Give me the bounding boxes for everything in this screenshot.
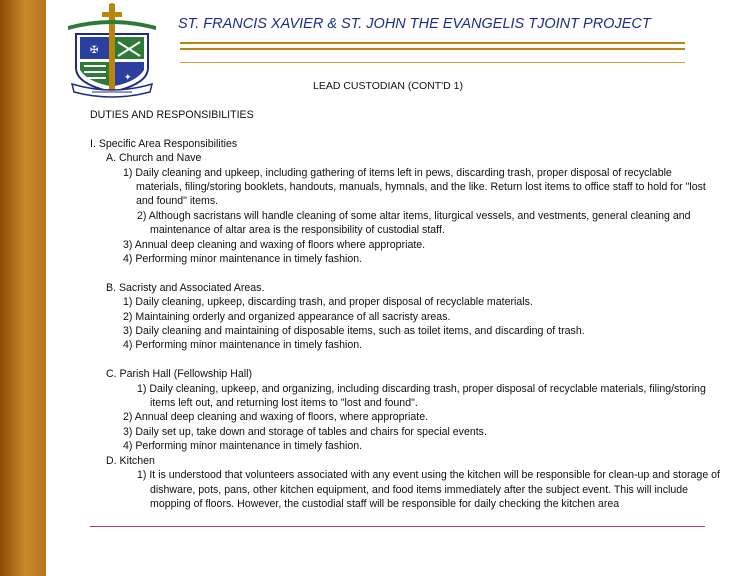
list-item: 3) Daily set up, take down and storage of tables and chairs for special events. xyxy=(123,425,487,438)
svg-text:✠: ✠ xyxy=(90,45,99,56)
title-rule-middle xyxy=(180,48,685,50)
list-item: 2) Although sacristans will handle cleaning of some altar items, liturgical vessels, and vestments, general cleaning and maintenance of altar area is the responsibility of custodial staff. xyxy=(137,209,691,237)
list-item: 3) Annual deep cleaning and waxing of floors where appropriate. xyxy=(123,238,426,251)
title-rule-top xyxy=(180,42,685,44)
list-item: 1) Daily cleaning, upkeep, and organizing, including discarding trash, proper disposal of recyclable materials, filing/storing items left out, and returning lost items to "lost and found". xyxy=(137,382,706,410)
bottom-rule xyxy=(90,526,705,527)
list-item: 2) Annual deep cleaning and waxing of floors, where appropriate. xyxy=(123,411,429,424)
list-item: 1) Daily cleaning and upkeep, including gathering of items left in pews, discarding trash, proper disposal of recyclable materials, filing/storing booklets, handouts, manuals, hymnals, and the like. Return lost items to office staff to hold for "lost and found" items. xyxy=(123,166,706,208)
list-item: 4) Performing minor maintenance in timely fashion. xyxy=(123,440,363,453)
list-item: 4) Performing minor maintenance in timely fashion. xyxy=(123,339,363,352)
spacer xyxy=(90,266,720,280)
page-subtitle: LEAD CUSTODIAN (CONT'D 1) xyxy=(313,80,463,92)
duties-heading: DUTIES AND RESPONSIBILITIES xyxy=(90,109,254,121)
page-title: ST. FRANCIS XAVIER & ST. JOHN THE EVANGELIS TJOINT PROJECT xyxy=(178,16,651,32)
list-item: 1) Daily cleaning, upkeep, discarding trash, and proper disposal of recyclable materials. xyxy=(123,296,533,309)
list-item: 4) Performing minor maintenance in timely fashion. xyxy=(123,253,363,266)
left-sidebar-bar xyxy=(0,0,46,576)
list-item: 1) It is understood that volunteers associated with any event using the kitchen will be responsible for clean-up and storage of dishware, pots, pans, other kitchen equipment, and food items immediately after the subject event. This will include mopping of floors. However, the custodial staff will be responsible for daily checking the kitchen area xyxy=(137,469,720,510)
area-heading: B. Sacristy and Associated Areas. xyxy=(106,281,265,294)
list-item: 3) Daily cleaning and maintaining of disposable items, such as toilet items, and discarding of trash. xyxy=(123,325,585,338)
list-item: 2) Maintaining orderly and organized appearance of all sacristy areas. xyxy=(123,310,451,323)
area-heading: C. Parish Hall (Fellowship Hall) xyxy=(106,368,252,381)
coat-of-arms-logo xyxy=(62,0,162,100)
svg-text:✦: ✦ xyxy=(124,73,132,83)
section-heading: I. Specific Area Responsibilities xyxy=(90,137,238,150)
document-body xyxy=(90,108,720,511)
area-heading: D. Kitchen xyxy=(106,454,155,467)
area-heading: A. Church and Nave xyxy=(106,152,202,165)
spacer xyxy=(90,353,720,367)
title-rule-bottom xyxy=(180,62,685,63)
